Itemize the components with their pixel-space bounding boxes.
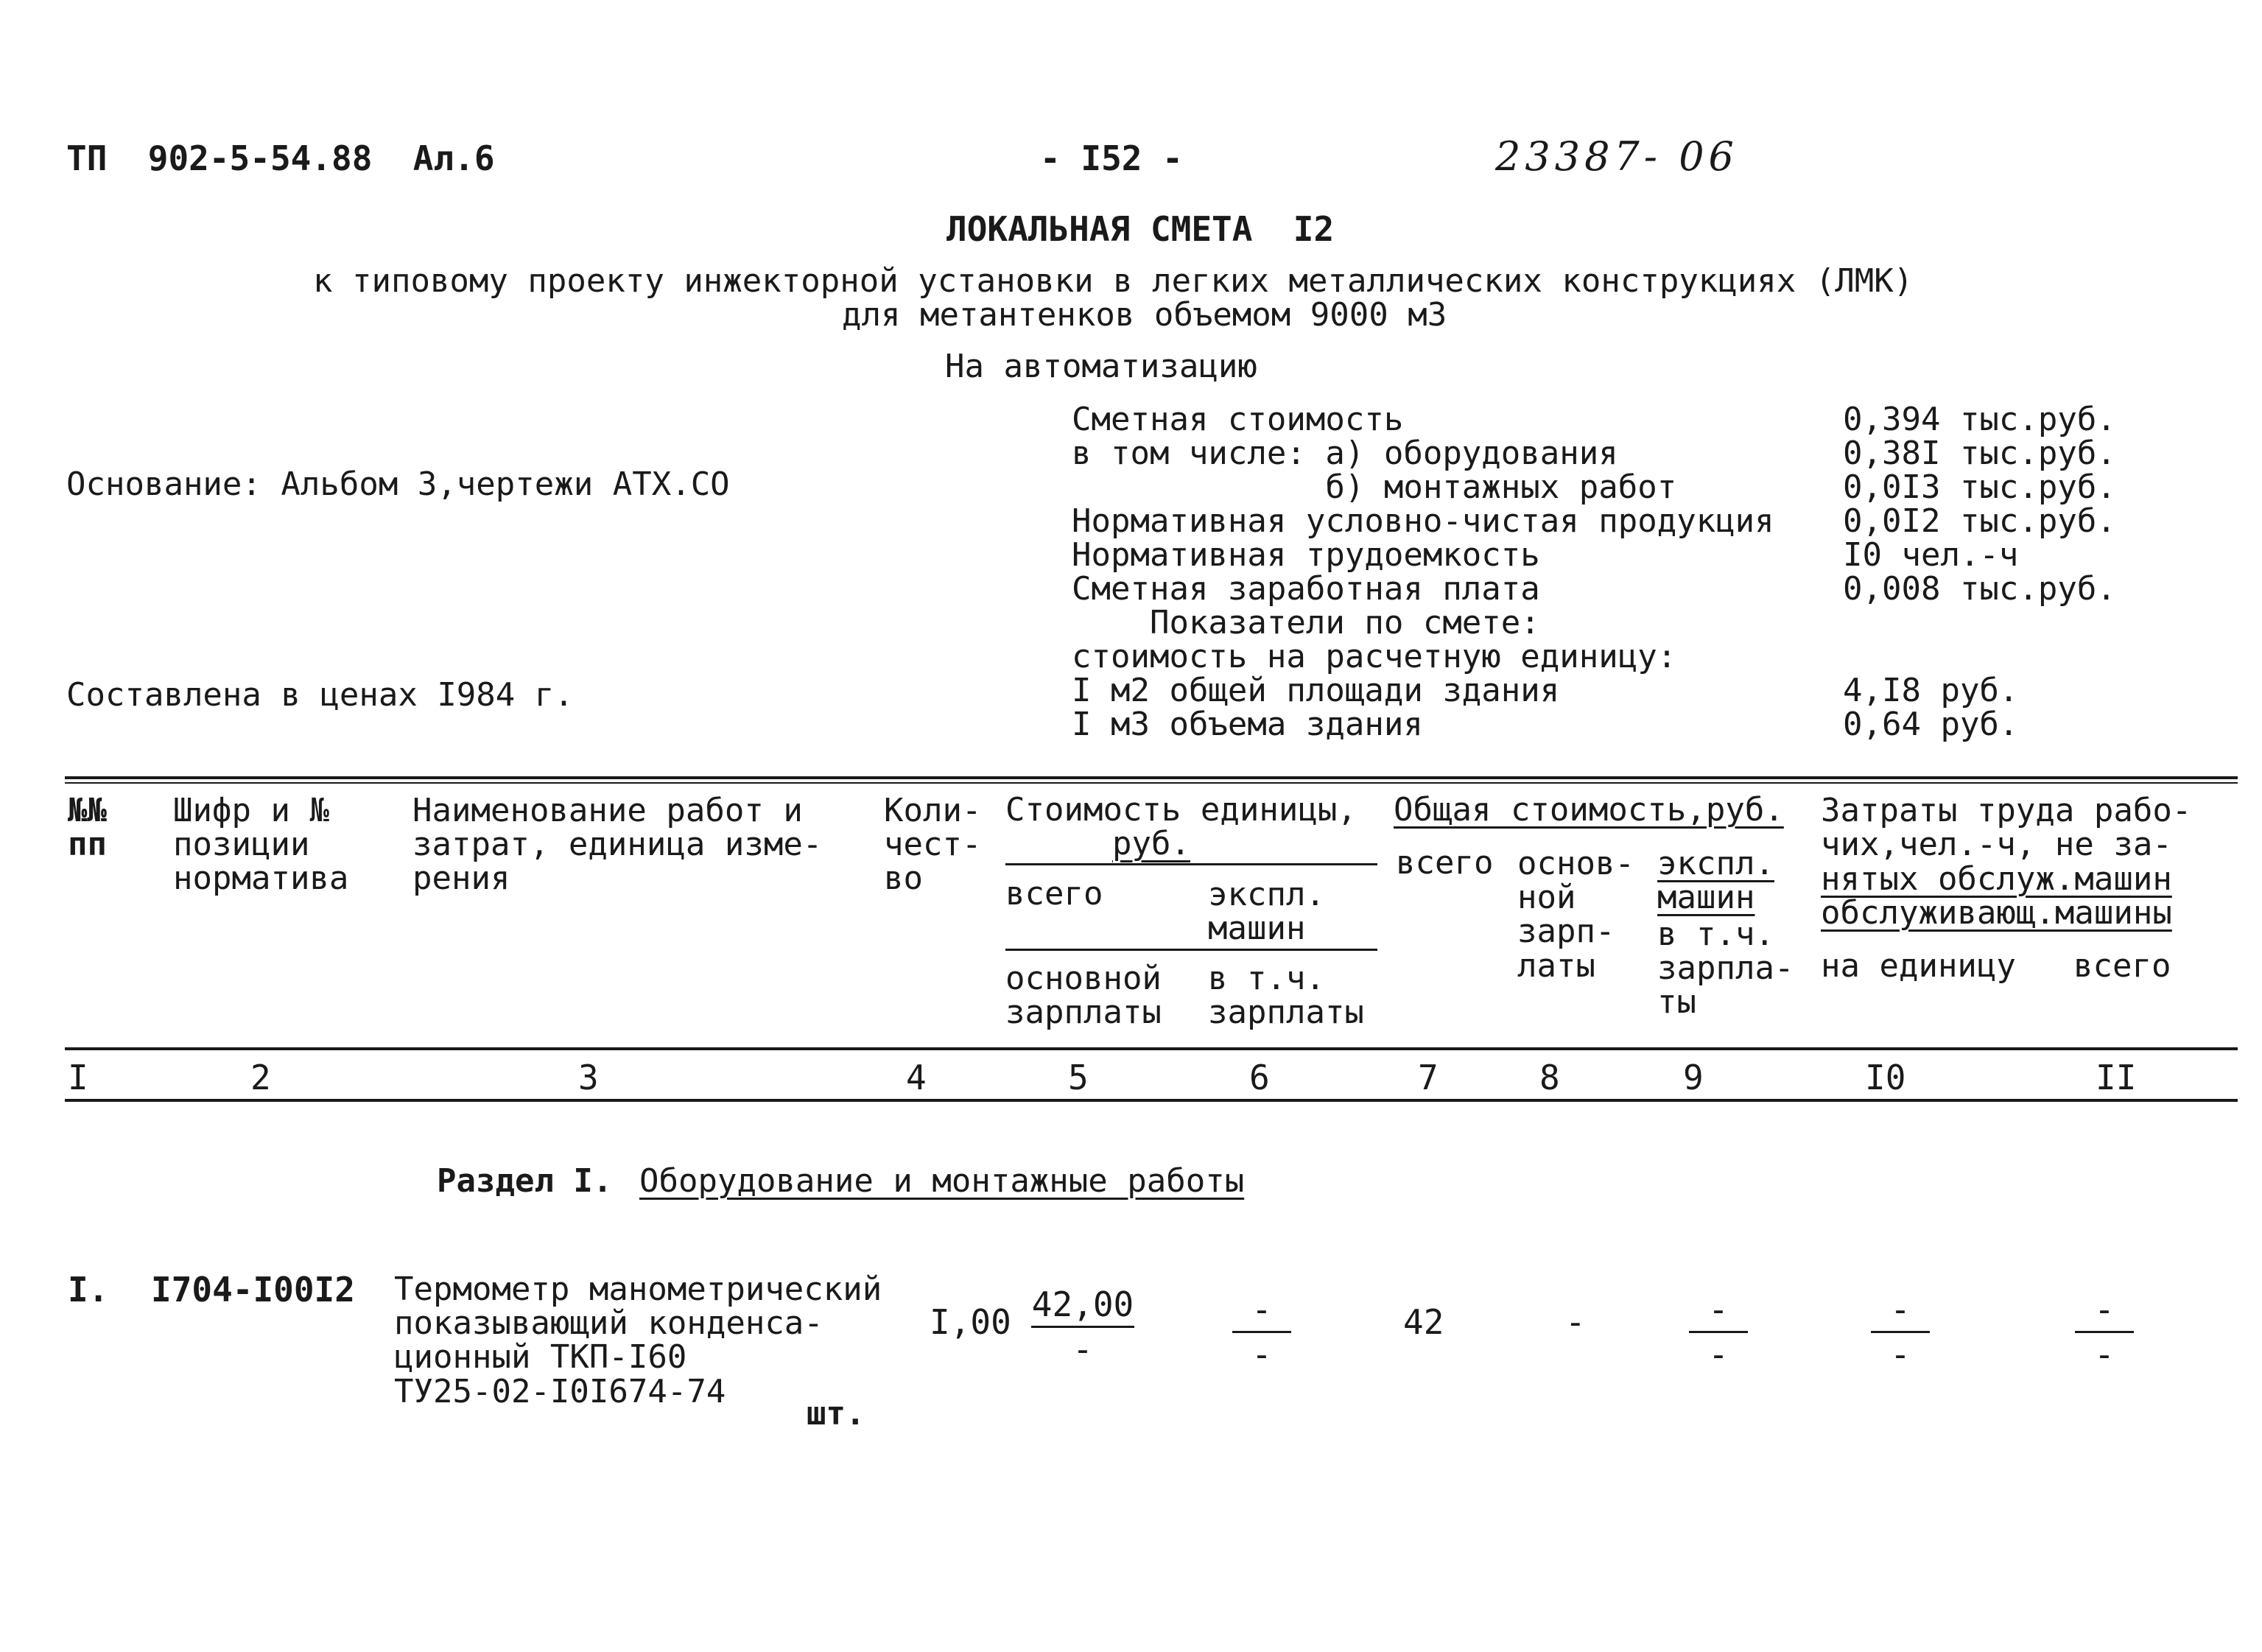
row-c10-value: - (1890, 1290, 1911, 1329)
col-7-9-title: Общая стоимость,руб. (1394, 791, 1784, 829)
col-10-11-title: Затраты труда рабо- чих,чел.-ч, не за- (1821, 792, 2192, 864)
cost-label: I м3 объема здания (1072, 706, 1423, 743)
fraction-bar (1871, 1331, 1930, 1333)
column-number: I0 (1865, 1058, 1906, 1097)
prices-text: Составлена в ценах I984 г. (66, 676, 574, 714)
header-bottom-rule (65, 1047, 2238, 1050)
row-c10-value-bottom: - (1890, 1335, 1911, 1374)
row-name: Термометр манометрический показывающий конденса- ционный ТКП-I60 ТУ25-02-I0I674-74 (394, 1270, 882, 1410)
cost-value: 4,I8 руб. (1843, 672, 2019, 709)
col-6-top-header: экспл. машин (1208, 876, 1325, 948)
row-c6-value-bottom: - (1251, 1335, 1272, 1374)
section-prefix: Раздел I. (437, 1162, 613, 1200)
col-9-top-header: экспл. машин (1657, 845, 1774, 917)
column-number: 6 (1249, 1058, 1270, 1097)
fraction-bar (1689, 1331, 1748, 1333)
col-5-6-title: Стоимость единицы, (1005, 791, 1357, 829)
col-10-header: на единицу (1821, 947, 2016, 985)
cost-label: Нормативная трудоемкость (1072, 536, 1540, 574)
row-c11-value-bottom: - (2094, 1335, 2115, 1374)
col-8-header: основ- ной зарп- латы (1517, 845, 1634, 985)
row-code: I704-I00I2 (151, 1270, 355, 1310)
col-1-header: №№ пп (68, 792, 107, 864)
basis-text: Основание: Альбом 3,чертежи АТХ.СО (66, 465, 730, 503)
fraction-bar (1232, 1331, 1291, 1333)
table-top-rule-thin (65, 782, 2238, 784)
row-c5-salary: - (1072, 1329, 1093, 1369)
header-subrule (1005, 863, 1377, 865)
col-3-header: Наименование работ и затрат, единица изме- рения (412, 792, 823, 898)
column-number: 4 (906, 1058, 927, 1097)
section-subject: На автоматизацию (945, 348, 1257, 385)
cost-label: в том числе: а) оборудования (1072, 435, 1618, 472)
column-number: 9 (1683, 1058, 1704, 1097)
section-title: Оборудование и монтажные работы (639, 1162, 1245, 1200)
row-c7-total: 42 (1403, 1302, 1444, 1342)
col-9-bottom-header: в т.ч. зарпла- ты (1657, 915, 1794, 1022)
column-numbers-rule (65, 1099, 2238, 1102)
column-number: II (2096, 1058, 2137, 1097)
row-c6-value: - (1251, 1290, 1272, 1329)
cost-value: 0,394 тыс.руб. (1843, 401, 2116, 438)
row-c6-fraction (1229, 1290, 1295, 1374)
cost-label: б) монтажных работ (1072, 468, 1677, 506)
col-10-11-line4: обслуживающ.машины (1821, 894, 2172, 932)
doc-code: ТП 902-5-54.88 Ал.6 (66, 138, 495, 178)
header-subrule (1005, 949, 1377, 951)
column-number: 5 (1068, 1058, 1089, 1097)
col-7-header: всего (1396, 844, 1494, 882)
col-5-bottom-header: основной зарплаты (1005, 960, 1162, 1032)
cost-value: 0,64 руб. (1843, 706, 2019, 743)
row-c5-total: 42,00 (1031, 1284, 1134, 1324)
cost-value: 0,38I тыс.руб. (1843, 435, 2116, 472)
col-6-bottom-header: в т.ч. зарплаты (1208, 960, 1364, 1032)
subtitle-line-2: для метантенков объемом 9000 м3 (842, 296, 1447, 334)
col-5-6-unit: руб. (1112, 825, 1190, 862)
row-c8-salary: - (1565, 1302, 1586, 1342)
page-number: - I52 - (1040, 138, 1183, 178)
cost-value: 0,008 тыс.руб. (1843, 570, 2116, 608)
table-top-rule (65, 776, 2238, 779)
cost-label: I м2 общей площади здания (1072, 672, 1560, 709)
row-unit: шт. (807, 1395, 865, 1433)
column-number: 8 (1539, 1058, 1560, 1097)
col-2-header: Шифр и № позиции норматива (173, 792, 349, 898)
row-c11-value: - (2094, 1290, 2115, 1329)
column-number: I (68, 1058, 88, 1097)
col-11-header: всего (2073, 947, 2171, 985)
fraction-bar (1031, 1326, 1134, 1328)
col-4-header: Коли- чест- во (884, 792, 982, 898)
col-10-11-line3: нятых обслуж.машин (1821, 860, 2172, 898)
cost-label: стоимость на расчетную единицу: (1072, 638, 1677, 675)
cost-value: 0,0I2 тыс.руб. (1843, 502, 2116, 540)
cost-value: I0 чел.-ч (1843, 536, 2019, 574)
cost-label: Показатели по смете: (1072, 604, 1540, 642)
column-number: 3 (578, 1058, 599, 1097)
row-c11-fraction (2071, 1290, 2138, 1374)
row-c9-fraction (1685, 1290, 1752, 1374)
cost-label: Нормативная условно-чистая продукция (1072, 502, 1774, 540)
row-c9-value: - (1708, 1290, 1729, 1329)
document-title: ЛОКАЛЬНАЯ СМЕТА I2 (946, 209, 1335, 249)
row-number: I. (68, 1270, 109, 1310)
column-number: 2 (250, 1058, 271, 1097)
row-c10-fraction (1867, 1290, 1933, 1374)
column-number: 7 (1418, 1058, 1439, 1097)
col-5-top-header: всего (1005, 875, 1103, 913)
fraction-bar (2075, 1331, 2134, 1333)
subtitle-line-1: к типовому проекту инжекторной установки в легких металлических конструкциях (ЛМК) (313, 262, 1914, 300)
cost-label: Сметная стоимость (1072, 401, 1404, 438)
row-c5-fraction (1028, 1284, 1138, 1369)
cost-value: 0,0I3 тыс.руб. (1843, 468, 2116, 506)
row-c9-value-bottom: - (1708, 1335, 1729, 1374)
row-quantity: I,00 (930, 1302, 1011, 1342)
handwritten-number: 23387- 06 (1495, 133, 1738, 180)
cost-label: Сметная заработная плата (1072, 570, 1540, 608)
